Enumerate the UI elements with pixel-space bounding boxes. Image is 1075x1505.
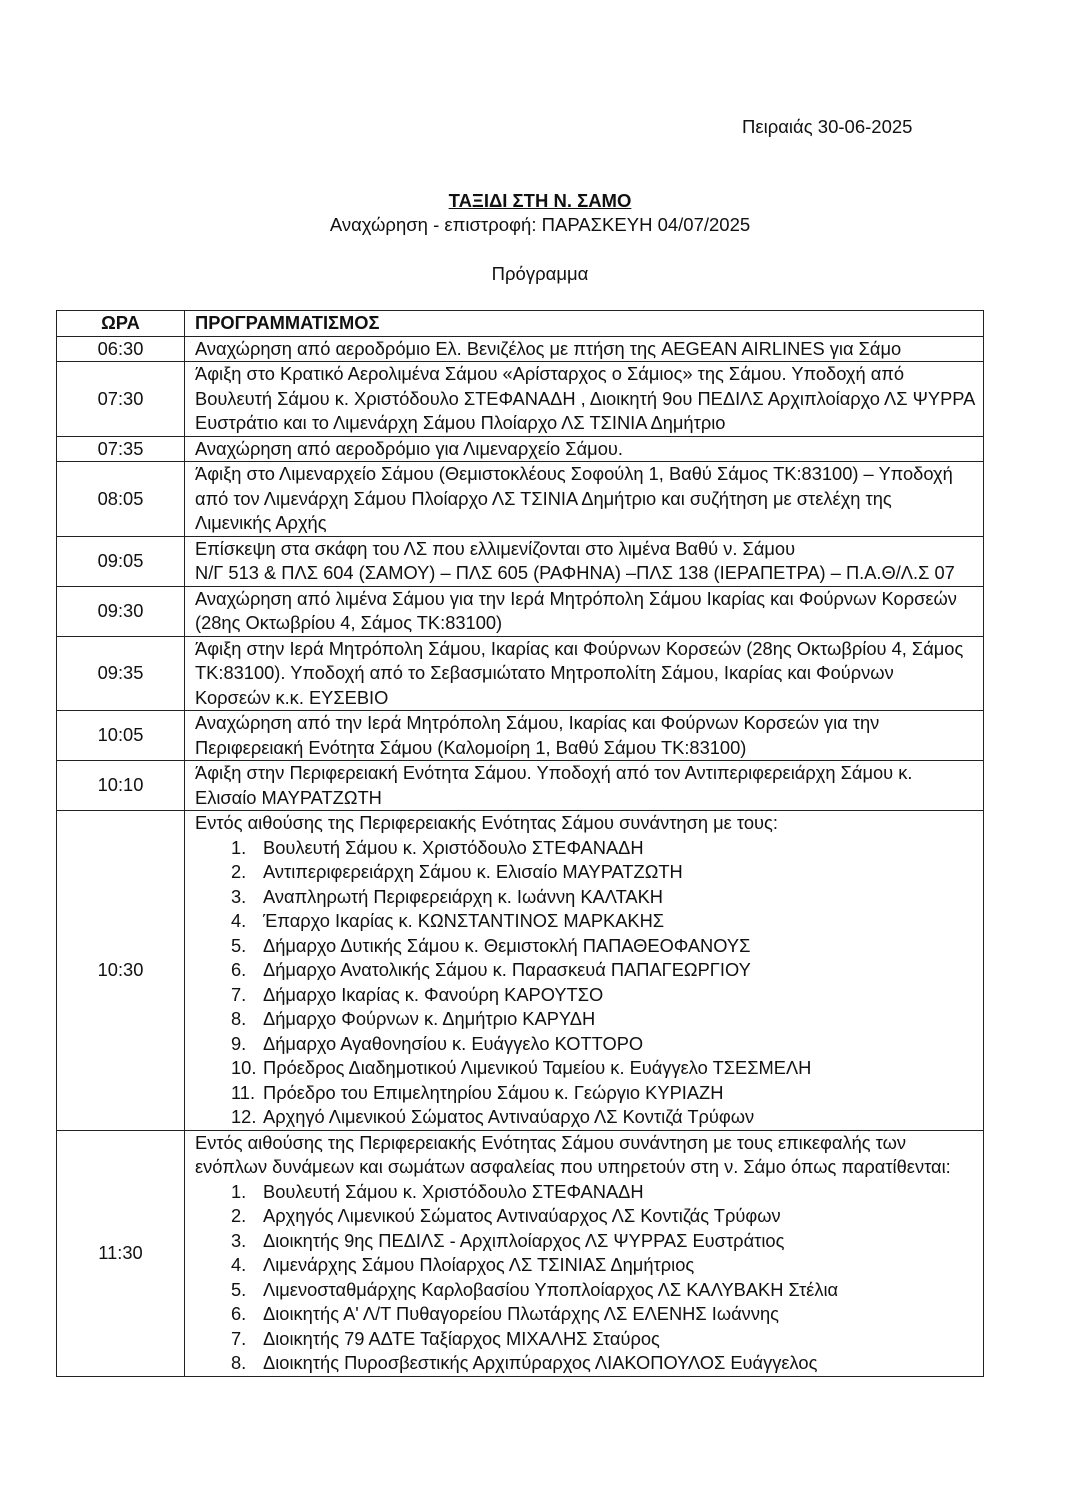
list-text: Αναπληρωτή Περιφερειάρχη κ. Ιωάννη ΚΑΛΤΑΚΗ xyxy=(263,885,663,907)
time-cell: 09:35 xyxy=(57,636,185,711)
column-header-plan: ΠΡΟΓΡΑΜΜΑΤΙΣΜΟΣ xyxy=(185,311,984,337)
list-text: Δήμαρχο Ανατολικής Σάμου κ. Παρασκευά ΠΑΠΑΓΕΩΡΓΙΟΥ xyxy=(263,959,751,980)
table-row xyxy=(57,761,984,811)
description-line: Κορσεών κ.κ. ΕΥΣΕΒΙΟ xyxy=(195,686,389,708)
attendee-list xyxy=(195,836,983,1130)
description-line: Βουλευτή Σάμου κ. Χριστόδουλο ΣΤΕΦΑΝΑΔΗ , Διοικητή 9ου ΠΕΔΙΛΣ Αρχιπλοίαρχο ΛΣ ΨΥΡΡΑ xyxy=(195,387,976,409)
list-item xyxy=(231,836,983,861)
list-text: Αντιπεριφερειάρχη Σάμου κ. Ελισαίο ΜΑΥΡΑΤΖΩΤΗ xyxy=(263,861,683,882)
list-text: Διοικητής 79 ΑΔΤΕ Ταξίαρχος ΜΙΧΑΛΗΣ Σταύρος xyxy=(263,1327,660,1349)
list-item xyxy=(231,1302,983,1327)
time-cell: 06:30 xyxy=(57,336,185,362)
table-row xyxy=(57,362,984,437)
description-line: Λιμενικής Αρχής xyxy=(195,512,327,533)
list-number: 2. xyxy=(231,1205,247,1226)
place-date: Πειραιάς 30-06-2025 xyxy=(742,116,913,137)
document-subtitle: Αναχώρηση - επιστροφή: ΠΑΡΑΣΚΕΥΗ 04/07/2025 xyxy=(329,214,751,235)
time-cell: 07:30 xyxy=(57,362,185,437)
description-line: από τον Λιμενάρχη Σάμου Πλοίαρχο ΛΣ ΤΣΙΝΙΑ Δημήτριο και συζήτηση με στελέχη της xyxy=(195,487,892,509)
list-number: 9. xyxy=(231,1032,247,1054)
description-cell xyxy=(185,761,984,811)
description-line: Άφιξη στο Λιμεναρχείο Σάμου (Θεμιστοκλέους Σοφούλη 1, Βαθύ Σάμος ΤΚ:83100) – Υποδοχή xyxy=(195,463,953,484)
description-line: Άφιξη στο Κρατικό Αερολιμένα Σάμου «Αρίσταρχος ο Σάμιος» της Σάμου. Υποδοχή από xyxy=(195,363,905,384)
list-number: 7. xyxy=(231,1327,247,1349)
list-text: Διοικητής Πυροσβεστικής Αρχιπύραρχος ΛΙΑΚΟΠΟΥΛΟΣ Ευάγγελος xyxy=(263,1352,818,1373)
list-item xyxy=(231,1081,983,1106)
description-line: Αναχώρηση από λιμένα Σάμου για την Ιερά Μητρόπολη Σάμου Ικαρίας και Φούρνων Κορσεών xyxy=(195,587,957,609)
description-line: ενόπλων δυνάμεων και σωμάτων ασφαλείας που υπηρετούν στη ν. Σάμο όπως παρατίθενται: xyxy=(195,1156,951,1177)
description-cell xyxy=(185,462,984,537)
time-cell: 07:35 xyxy=(57,436,185,462)
list-number: 10. xyxy=(231,1057,257,1078)
list-text: Λιμενάρχης Σάμου Πλοίαρχος ΛΣ ΤΣΙΝΙΑΣ Δημήτριος xyxy=(263,1254,695,1275)
table-row xyxy=(57,336,984,362)
description-cell xyxy=(185,811,984,1131)
list-text: Πρόεδρος Διαδημοτικού Λιμενικού Ταμείου κ. Ευάγγελο ΤΣΕΣΜΕΛΗ xyxy=(263,1057,812,1078)
column-header-time: ΩΡΑ xyxy=(57,311,185,337)
table-row xyxy=(57,536,984,586)
list-item xyxy=(231,1351,983,1376)
list-text: Βουλευτή Σάμου κ. Χριστόδουλο ΣΤΕΦΑΝΑΔΗ xyxy=(263,836,644,858)
list-number: 1. xyxy=(231,836,247,858)
time-cell: 10:30 xyxy=(57,811,185,1131)
description-cell xyxy=(185,636,984,711)
list-number: 5. xyxy=(231,934,247,956)
table-row xyxy=(57,1130,984,1376)
list-item xyxy=(231,1278,983,1303)
description-line: Περιφερειακή Ενότητα Σάμου (Καλομοίρη 1, Βαθύ Σάμου ΤΚ:83100) xyxy=(195,736,747,758)
list-number: 1. xyxy=(231,1180,247,1202)
list-text: Αρχηγό Λιμενικού Σώματος Αντιναύαρχο ΛΣ Κοντιζά Τρύφων xyxy=(263,1106,755,1127)
time-cell: 10:10 xyxy=(57,761,185,811)
list-text: Δήμαρχο Φούρνων κ. Δημήτριο ΚΑΡΥΔΗ xyxy=(263,1008,596,1029)
description-cell xyxy=(185,586,984,636)
list-number: 5. xyxy=(231,1278,247,1300)
list-item xyxy=(231,1327,983,1352)
time-cell: 09:30 xyxy=(57,586,185,636)
list-number: 8. xyxy=(231,1352,247,1373)
description-line: Αναχώρηση από αεροδρόμιο για Λιμεναρχείο Σάμου. xyxy=(195,437,623,459)
list-number: 6. xyxy=(231,1303,247,1324)
list-item xyxy=(231,1253,983,1278)
list-item xyxy=(231,958,983,983)
list-text: Δήμαρχο Δυτικής Σάμου κ. Θεμιστοκλή ΠΑΠΑΘΕΟΦΑΝΟΥΣ xyxy=(263,934,751,956)
list-text: Διοικητής 9ης ΠΕΔΙΛΣ - Αρχιπλοίαρχος ΛΣ ΨΥΡΡΑΣ Ευστράτιος xyxy=(263,1229,785,1251)
description-line: Αναχώρηση από αεροδρόμιο Ελ. Βενιζέλος με πτήση της AEGEAN AIRLINES για Σάμο xyxy=(195,337,902,359)
list-item xyxy=(231,860,983,885)
schedule-table xyxy=(56,310,984,1377)
list-text: Διοικητής Α' Λ/Τ Πυθαγορείου Πλωτάρχης ΛΣ ΕΛΕΝΗΣ Ιωάννης xyxy=(263,1303,779,1324)
list-text: Πρόεδρο του Επιμελητηρίου Σάμου κ. Γεώργιο ΚΥΡΙΑΖΗ xyxy=(263,1081,724,1103)
list-text: Βουλευτή Σάμου κ. Χριστόδουλο ΣΤΕΦΑΝΑΔΗ xyxy=(263,1180,644,1202)
description-line: Εντός αιθούσης της Περιφερειακής Ενότητας Σάμου συνάντηση με τους επικεφαλής των xyxy=(195,1131,907,1153)
description-line: Εντός αιθούσης της Περιφερειακής Ενότητας Σάμου συνάντηση με τους: xyxy=(195,812,778,833)
description-line: (28ης Οκτωβρίου 4, Σάμος ΤΚ:83100) xyxy=(195,612,503,633)
list-number: 4. xyxy=(231,1254,247,1275)
list-number: 3. xyxy=(231,1229,247,1251)
description-line: Αναχώρηση από την Ιερά Μητρόπολη Σάμου, Ικαρίας και Φούρνων Κορσεών για την xyxy=(195,712,880,733)
table-row xyxy=(57,636,984,711)
description-line: Επίσκεψη στα σκάφη του ΛΣ που ελλιμενίζονται στο λιμένα Βαθύ ν. Σάμου xyxy=(195,537,796,559)
list-text: Λιμενοσταθμάρχης Καρλοβασίου Υποπλοίαρχος ΛΣ ΚΑΛΥΒΑΚΗ Στέλια xyxy=(263,1278,839,1300)
list-number: 11. xyxy=(231,1081,256,1103)
list-item xyxy=(231,1229,983,1254)
description-line: Ευστράτιο και το Λιμενάρχη Σάμου Πλοίαρχο ΛΣ ΤΣΙΝΙΑ Δημήτριο xyxy=(195,412,726,433)
list-number: 8. xyxy=(231,1008,247,1029)
time-cell: 08:05 xyxy=(57,462,185,537)
table-row xyxy=(57,436,984,462)
list-item xyxy=(231,934,983,959)
description-cell xyxy=(185,436,984,462)
description-line: Ν/Γ 513 & ΠΛΣ 604 (ΣΑΜΟΥ) – ΠΛΣ 605 (ΡΑΦΗΝΑ) –ΠΛΣ 138 (ΙΕΡΑΠΕΤΡΑ) – Π.Α.Θ/Λ.Σ 07 xyxy=(195,562,955,583)
list-number: 12. xyxy=(231,1106,257,1127)
description-cell xyxy=(185,1130,984,1376)
description-cell xyxy=(185,536,984,586)
list-number: 6. xyxy=(231,959,247,980)
list-item xyxy=(231,885,983,910)
time-cell: 11:30 xyxy=(57,1130,185,1376)
list-number: 4. xyxy=(231,910,247,931)
list-item xyxy=(231,983,983,1008)
table-row xyxy=(57,462,984,537)
list-item xyxy=(231,909,983,934)
time-cell: 10:05 xyxy=(57,711,185,761)
description-line: Άφιξη στην Περιφερειακή Ενότητα Σάμου. Υποδοχή από τον Αντιπεριφερειάρχη Σάμου κ. xyxy=(195,762,913,783)
program-label: Πρόγραμμα xyxy=(491,263,589,284)
list-item xyxy=(231,1204,983,1229)
list-number: 3. xyxy=(231,885,247,907)
description-line: Άφιξη στην Ιερά Μητρόπολη Σάμου, Ικαρίας και Φούρνων Κορσεών (28ης Οκτωβρίου 4, Σάμος xyxy=(195,637,964,659)
list-number: 7. xyxy=(231,983,247,1005)
list-text: Δήμαρχο Αγαθονησίου κ. Ευάγγελο ΚΟΤΤΟΡΟ xyxy=(263,1032,644,1054)
table-row xyxy=(57,711,984,761)
list-item xyxy=(231,1032,983,1057)
description-cell xyxy=(185,362,984,437)
table-row xyxy=(57,586,984,636)
attendee-list xyxy=(195,1180,983,1376)
list-item xyxy=(231,1007,983,1032)
description-cell xyxy=(185,711,984,761)
description-line: ΤΚ:83100). Υποδοχή από το Σεβασμιώτατο Μητροπολίτη Σάμου, Ικαρίας και Φούρνων xyxy=(195,662,894,683)
table-header-row xyxy=(57,311,984,337)
time-cell: 09:05 xyxy=(57,536,185,586)
document-title: ΤΑΞΙΔΙ ΣΤΗ Ν. ΣΑΜΟ xyxy=(448,190,632,211)
table-row xyxy=(57,811,984,1131)
description-line: Ελισαίο ΜΑΥΡΑΤΖΩΤΗ xyxy=(195,786,382,808)
list-text: Δήμαρχο Ικαρίας κ. Φανούρη ΚΑΡΟΥΤΣΟ xyxy=(263,983,604,1005)
list-item xyxy=(231,1180,983,1205)
description-cell xyxy=(185,336,984,362)
list-text: Αρχηγός Λιμενικού Σώματος Αντιναύαρχος ΛΣ Κοντιζάς Τρύφων xyxy=(263,1205,781,1226)
list-item xyxy=(231,1105,983,1130)
list-item xyxy=(231,1056,983,1081)
list-number: 2. xyxy=(231,861,247,882)
list-text: Έπαρχο Ικαρίας κ. ΚΩΝΣΤΑΝΤΙΝΟΣ ΜΑΡΚΑΚΗΣ xyxy=(263,910,665,931)
